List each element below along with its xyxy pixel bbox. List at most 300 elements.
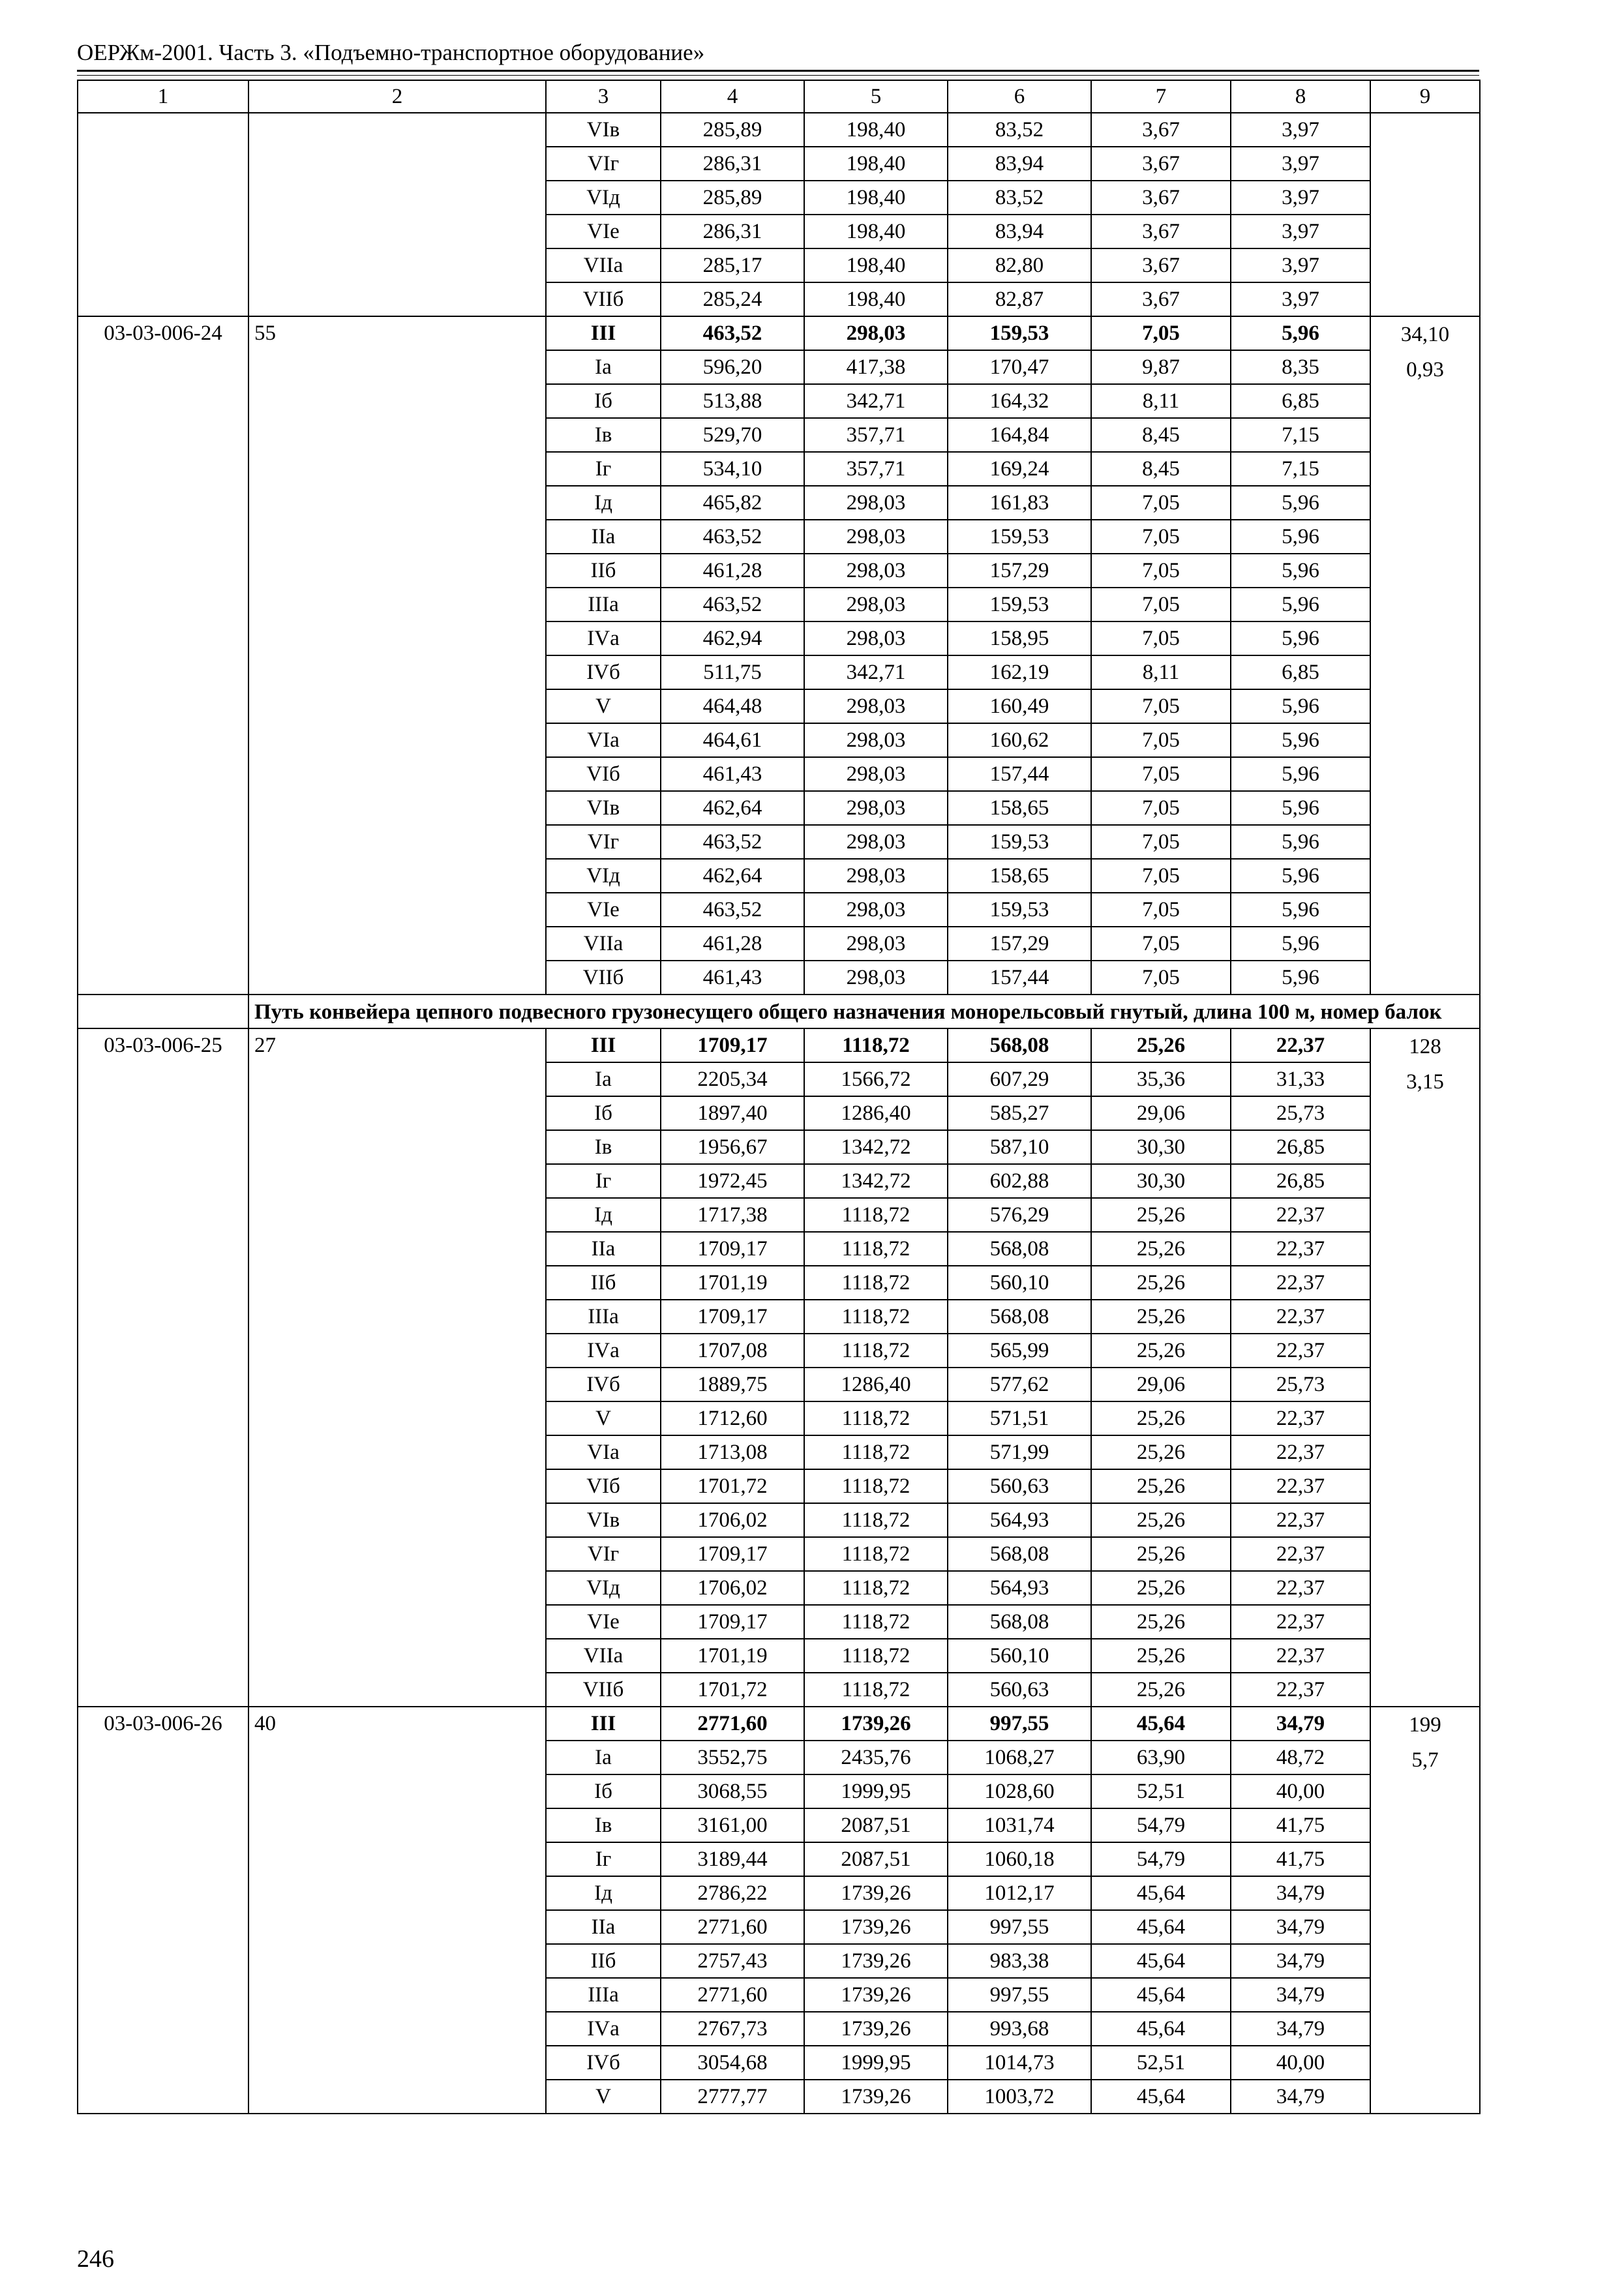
table-cell: 25,26	[1091, 1300, 1231, 1334]
table-cell: 7,05	[1091, 859, 1231, 893]
table-cell: 3,97	[1231, 181, 1370, 215]
table-cell: 298,03	[804, 927, 948, 961]
table-cell: 29,06	[1091, 1368, 1231, 1401]
table-cell: 157,29	[948, 554, 1091, 588]
table-cell: 1118,72	[804, 1300, 948, 1334]
table-cell: 1118,72	[804, 1469, 948, 1503]
item-count: 27	[248, 1028, 546, 1707]
table-cell: 3,97	[1231, 147, 1370, 181]
table-cell: 25,73	[1231, 1096, 1370, 1130]
table-cell: IIа	[546, 1232, 661, 1266]
table-cell: 1060,18	[948, 1842, 1091, 1876]
table-cell: 198,40	[804, 282, 948, 316]
item-code: 03-03-006-26	[78, 1707, 248, 2114]
table-cell: 463,52	[661, 520, 804, 554]
table-cell: 1717,38	[661, 1198, 804, 1232]
table-cell: 1118,72	[804, 1673, 948, 1707]
table-cell: 159,53	[948, 825, 1091, 859]
table-cell: 22,37	[1231, 1435, 1370, 1469]
table-cell: 1028,60	[948, 1774, 1091, 1808]
table-cell: 158,65	[948, 859, 1091, 893]
table-cell: 45,64	[1091, 2012, 1231, 2046]
item-count: 55	[248, 316, 546, 995]
table-cell: 3161,00	[661, 1808, 804, 1842]
table-cell: IIа	[546, 520, 661, 554]
table-cell: 25,26	[1091, 1028, 1231, 1062]
header-title: ОЕРЖм-2001. Часть 3. «Подъемно-транспортное оборудование»	[77, 40, 705, 65]
table-cell: 3552,75	[661, 1741, 804, 1774]
table-cell: 3,67	[1091, 147, 1231, 181]
table-cell: 3,97	[1231, 215, 1370, 248]
page-header	[77, 40, 1479, 72]
table-cell: 560,10	[948, 1266, 1091, 1300]
table-cell: 568,08	[948, 1300, 1091, 1334]
table-cell: Iв	[546, 418, 661, 452]
table-cell: 41,75	[1231, 1842, 1370, 1876]
table-cell: 3,67	[1091, 248, 1231, 282]
table-cell: 1709,17	[661, 1232, 804, 1266]
table-cell: 2435,76	[804, 1741, 948, 1774]
table-cell: 1118,72	[804, 1334, 948, 1368]
column-number: 7	[1091, 80, 1231, 113]
table-cell: 159,53	[948, 316, 1091, 350]
table-cell: 40,00	[1231, 1774, 1370, 1808]
table-cell: 1739,26	[804, 1944, 948, 1978]
table-cell: Iд	[546, 1876, 661, 1910]
table-cell: 2771,60	[661, 1910, 804, 1944]
table-cell: 48,72	[1231, 1741, 1370, 1774]
table-cell: VIг	[546, 825, 661, 859]
table-cell: 157,44	[948, 961, 1091, 995]
column-number: 3	[546, 80, 661, 113]
table-cell: V	[546, 689, 661, 723]
table-cell: 298,03	[804, 825, 948, 859]
table-cell: 22,37	[1231, 1232, 1370, 1266]
table-cell: 25,73	[1231, 1368, 1370, 1401]
table-cell: 22,37	[1231, 1198, 1370, 1232]
table-cell: 54,79	[1091, 1808, 1231, 1842]
table-cell: 2771,60	[661, 1707, 804, 1741]
table-cell: 1956,67	[661, 1130, 804, 1164]
table-cell: 22,37	[1231, 1300, 1370, 1334]
table-cell: 5,96	[1231, 520, 1370, 554]
table-cell: 3,97	[1231, 282, 1370, 316]
table-cell: VIа	[546, 723, 661, 757]
table-cell: VIд	[546, 1571, 661, 1605]
table-cell: Iг	[546, 452, 661, 486]
table-cell: 1709,17	[661, 1605, 804, 1639]
table-cell: 45,64	[1091, 2080, 1231, 2114]
table-cell: 25,26	[1091, 1673, 1231, 1707]
table-cell: 357,71	[804, 418, 948, 452]
table-cell: 45,64	[1091, 1910, 1231, 1944]
table-cell: 6,85	[1231, 384, 1370, 418]
table-cell: 1706,02	[661, 1503, 804, 1537]
table-cell: 25,26	[1091, 1503, 1231, 1537]
table-cell: 5,96	[1231, 825, 1370, 859]
table-cell: 1003,72	[948, 2080, 1091, 2114]
table-cell: 7,05	[1091, 486, 1231, 520]
table-cell: 83,52	[948, 181, 1091, 215]
table-cell: 5,96	[1231, 486, 1370, 520]
table-cell: VIв	[546, 113, 661, 147]
table-row	[78, 1028, 1480, 1062]
table-cell: Iг	[546, 1842, 661, 1876]
table-cell: 198,40	[804, 113, 948, 147]
table-cell: 7,05	[1091, 689, 1231, 723]
table-cell: 22,37	[1231, 1537, 1370, 1571]
table-row	[78, 1707, 1480, 1741]
table-cell: 45,64	[1091, 1978, 1231, 2012]
table-cell: 5,96	[1231, 893, 1370, 927]
table-cell: 461,43	[661, 961, 804, 995]
section-row	[78, 995, 1480, 1028]
table-cell: 22,37	[1231, 1571, 1370, 1605]
table-cell: VIIа	[546, 1639, 661, 1673]
table-cell: IIб	[546, 554, 661, 588]
table-cell: 5,96	[1231, 859, 1370, 893]
table-cell: 1012,17	[948, 1876, 1091, 1910]
table-cell: VIд	[546, 181, 661, 215]
table-cell: 2757,43	[661, 1944, 804, 1978]
table-cell: Iв	[546, 1808, 661, 1842]
table-cell: VIб	[546, 1469, 661, 1503]
table-cell: IVб	[546, 655, 661, 689]
table-cell: Iб	[546, 1096, 661, 1130]
table-cell: 464,48	[661, 689, 804, 723]
table-cell: 30,30	[1091, 1164, 1231, 1198]
table-cell: 560,63	[948, 1673, 1091, 1707]
table-cell: 160,62	[948, 723, 1091, 757]
table-cell: 160,49	[948, 689, 1091, 723]
table-cell: IIб	[546, 1944, 661, 1978]
table-cell: Iг	[546, 1164, 661, 1198]
table-cell: IVб	[546, 2046, 661, 2080]
table-cell: 22,37	[1231, 1334, 1370, 1368]
table-cell: 298,03	[804, 554, 948, 588]
table-cell: Iд	[546, 486, 661, 520]
table-cell: 83,94	[948, 147, 1091, 181]
table-cell: 34,79	[1231, 1707, 1370, 1741]
table-cell: 464,61	[661, 723, 804, 757]
table-cell: 298,03	[804, 486, 948, 520]
table-cell: 52,51	[1091, 2046, 1231, 2080]
table-cell: 1118,72	[804, 1198, 948, 1232]
table-cell: IIIа	[546, 1978, 661, 2012]
table-cell: 1709,17	[661, 1028, 804, 1062]
table-cell: 2205,34	[661, 1062, 804, 1096]
table-cell: 285,17	[661, 248, 804, 282]
table-cell: Iв	[546, 1130, 661, 1164]
table-cell: 286,31	[661, 215, 804, 248]
section-title: Путь конвейера цепного подвесного грузонесущего общего назначения монорельсовый гнутый, длина 100 м, номер балок	[248, 995, 1480, 1028]
table-cell: 157,29	[948, 927, 1091, 961]
table-cell: 7,05	[1091, 723, 1231, 757]
table-cell: 461,28	[661, 554, 804, 588]
table-cell: III	[546, 1707, 661, 1741]
table-cell: 534,10	[661, 452, 804, 486]
table-cell: 1118,72	[804, 1639, 948, 1673]
table-cell: 463,52	[661, 893, 804, 927]
table-cell: 7,05	[1091, 621, 1231, 655]
table-cell: 3,67	[1091, 113, 1231, 147]
table-cell: 298,03	[804, 316, 948, 350]
col9-value: 34,10 0,93	[1370, 316, 1480, 995]
table-cell: 5,96	[1231, 316, 1370, 350]
table-cell: 1739,26	[804, 2080, 948, 2114]
table-cell: 564,93	[948, 1503, 1091, 1537]
table-cell: 2087,51	[804, 1808, 948, 1842]
table-cell: 529,70	[661, 418, 804, 452]
table-cell: 22,37	[1231, 1503, 1370, 1537]
table-cell: 198,40	[804, 215, 948, 248]
col9-value-secondary: 0,93	[1406, 358, 1444, 382]
table-cell: VIIб	[546, 961, 661, 995]
column-number-row	[78, 80, 1480, 113]
table-cell: 5,96	[1231, 723, 1370, 757]
table-cell: 5,96	[1231, 791, 1370, 825]
table-cell: 1713,08	[661, 1435, 804, 1469]
table-cell: 25,26	[1091, 1605, 1231, 1639]
table-cell: 2777,77	[661, 2080, 804, 2114]
table-cell: 25,26	[1091, 1469, 1231, 1503]
table-cell: 1712,60	[661, 1401, 804, 1435]
table-cell: 285,89	[661, 181, 804, 215]
table-cell: 6,85	[1231, 655, 1370, 689]
table-cell: 8,35	[1231, 350, 1370, 384]
table-cell: 983,38	[948, 1944, 1091, 1978]
column-number: 4	[661, 80, 804, 113]
table-cell: 1999,95	[804, 1774, 948, 1808]
table-cell: 997,55	[948, 1910, 1091, 1944]
table-cell: 1286,40	[804, 1096, 948, 1130]
item-code: 03-03-006-25	[78, 1028, 248, 1707]
item-count: 40	[248, 1707, 546, 2114]
table-cell: 22,37	[1231, 1401, 1370, 1435]
table-cell: 602,88	[948, 1164, 1091, 1198]
item-code: 03-03-006-24	[78, 316, 248, 995]
table-cell: 1701,19	[661, 1639, 804, 1673]
table-cell: VIа	[546, 1435, 661, 1469]
table-cell: 585,27	[948, 1096, 1091, 1130]
table-cell: 34,79	[1231, 1944, 1370, 1978]
table-cell: 357,71	[804, 452, 948, 486]
table-cell: 462,64	[661, 859, 804, 893]
table-cell: VIг	[546, 147, 661, 181]
table-cell: 5,96	[1231, 927, 1370, 961]
table-cell: 7,05	[1091, 961, 1231, 995]
table-cell: 993,68	[948, 2012, 1091, 2046]
table-cell: 298,03	[804, 689, 948, 723]
table-cell: 462,94	[661, 621, 804, 655]
table-cell: 342,71	[804, 384, 948, 418]
table-cell: IIб	[546, 1266, 661, 1300]
table-cell: 30,30	[1091, 1130, 1231, 1164]
table-cell: 1118,72	[804, 1232, 948, 1266]
table-cell: 560,10	[948, 1639, 1091, 1673]
table-cell: 1566,72	[804, 1062, 948, 1096]
table-cell: 3,67	[1091, 282, 1231, 316]
table-cell: III	[546, 316, 661, 350]
table-cell: 1014,73	[948, 2046, 1091, 2080]
table-cell: 465,82	[661, 486, 804, 520]
table-cell: 2087,51	[804, 1842, 948, 1876]
table-cell: 577,62	[948, 1368, 1091, 1401]
table-cell: 25,26	[1091, 1232, 1231, 1266]
table-cell: 25,26	[1091, 1266, 1231, 1300]
table-cell: 3054,68	[661, 2046, 804, 2080]
table-cell: 1889,75	[661, 1368, 804, 1401]
table-cell: 22,37	[1231, 1266, 1370, 1300]
table-cell: 1701,19	[661, 1266, 804, 1300]
table-cell: 7,05	[1091, 554, 1231, 588]
table-cell: Iд	[546, 1198, 661, 1232]
col9-value-secondary: 3,15	[1406, 1070, 1444, 1094]
table-cell: 34,79	[1231, 1910, 1370, 1944]
table-cell: 286,31	[661, 147, 804, 181]
table-cell: 3,97	[1231, 248, 1370, 282]
table-cell: 1706,02	[661, 1571, 804, 1605]
table-cell: IVа	[546, 621, 661, 655]
table-cell: 40,00	[1231, 2046, 1370, 2080]
table-cell: 25,26	[1091, 1537, 1231, 1571]
col9-value-secondary: 5,7	[1411, 1748, 1439, 1772]
table-cell: 1972,45	[661, 1164, 804, 1198]
table-cell: 417,38	[804, 350, 948, 384]
table-cell: V	[546, 1401, 661, 1435]
table-cell: 63,90	[1091, 1741, 1231, 1774]
table-cell: 34,79	[1231, 1876, 1370, 1910]
table-cell: 158,65	[948, 791, 1091, 825]
table-cell: 461,43	[661, 757, 804, 791]
table-cell: 298,03	[804, 791, 948, 825]
table-cell: 9,87	[1091, 350, 1231, 384]
col9-value: 128 3,15	[1370, 1028, 1480, 1707]
table-cell: 198,40	[804, 147, 948, 181]
table-cell: 3,67	[1091, 181, 1231, 215]
table-cell: 342,71	[804, 655, 948, 689]
table-cell: 8,11	[1091, 655, 1231, 689]
table-cell: 7,15	[1231, 452, 1370, 486]
table-cell: 164,84	[948, 418, 1091, 452]
table-cell: 463,52	[661, 588, 804, 621]
table-cell: VIв	[546, 1503, 661, 1537]
table-cell: IVб	[546, 1368, 661, 1401]
table-cell: 997,55	[948, 1978, 1091, 2012]
table-cell: 298,03	[804, 961, 948, 995]
table-cell: V	[546, 2080, 661, 2114]
table-cell: IIа	[546, 1910, 661, 1944]
table-cell: 5,96	[1231, 621, 1370, 655]
table-cell: 25,26	[1091, 1401, 1231, 1435]
table-cell: 158,95	[948, 621, 1091, 655]
column-number: 6	[948, 80, 1091, 113]
table-cell: 568,08	[948, 1537, 1091, 1571]
table-cell: 1739,26	[804, 1978, 948, 2012]
table-cell: IVа	[546, 2012, 661, 2046]
table-cell: 3,97	[1231, 113, 1370, 147]
table-cell: 576,29	[948, 1198, 1091, 1232]
table-cell: 54,79	[1091, 1842, 1231, 1876]
col9-value: 199 5,7	[1370, 1707, 1480, 2114]
table-cell: 1118,72	[804, 1537, 948, 1571]
table-cell: 1739,26	[804, 2012, 948, 2046]
column-number: 8	[1231, 80, 1370, 113]
table-cell: 22,37	[1231, 1639, 1370, 1673]
table-cell: Iа	[546, 1062, 661, 1096]
table-cell: VIIа	[546, 248, 661, 282]
table-cell: 1739,26	[804, 1876, 948, 1910]
table-cell: 1031,74	[948, 1808, 1091, 1842]
table-cell: 22,37	[1231, 1469, 1370, 1503]
table-cell: 1118,72	[804, 1571, 948, 1605]
item-code	[78, 113, 248, 316]
table-cell: 22,37	[1231, 1605, 1370, 1639]
table-cell: 1701,72	[661, 1673, 804, 1707]
table-cell: 7,05	[1091, 588, 1231, 621]
table-cell: 169,24	[948, 452, 1091, 486]
table-cell: 568,08	[948, 1605, 1091, 1639]
table-cell: 1118,72	[804, 1605, 948, 1639]
table-cell: VIе	[546, 893, 661, 927]
table-cell: 2767,73	[661, 2012, 804, 2046]
table-cell: 25,26	[1091, 1639, 1231, 1673]
table-cell: 8,11	[1091, 384, 1231, 418]
table-cell: VIе	[546, 215, 661, 248]
table-cell: 568,08	[948, 1028, 1091, 1062]
table-cell: 1999,95	[804, 2046, 948, 2080]
table-cell: 7,05	[1091, 757, 1231, 791]
table-cell: 298,03	[804, 893, 948, 927]
table-cell: 82,87	[948, 282, 1091, 316]
table-cell: 3189,44	[661, 1842, 804, 1876]
table-cell: 285,24	[661, 282, 804, 316]
table-cell: 45,64	[1091, 1876, 1231, 1910]
table-cell: 298,03	[804, 859, 948, 893]
item-count	[248, 113, 546, 316]
table-cell: 1739,26	[804, 1707, 948, 1741]
table-cell: VIб	[546, 757, 661, 791]
table-cell: 8,45	[1091, 418, 1231, 452]
table-cell: IVа	[546, 1334, 661, 1368]
table-cell: 22,37	[1231, 1028, 1370, 1062]
table-cell: 164,32	[948, 384, 1091, 418]
table-cell: 159,53	[948, 588, 1091, 621]
table-cell: 997,55	[948, 1707, 1091, 1741]
table-cell: 1701,72	[661, 1469, 804, 1503]
table-cell: 463,52	[661, 825, 804, 859]
table-cell: 25,26	[1091, 1198, 1231, 1232]
price-table	[77, 80, 1481, 2114]
table-cell: 5,96	[1231, 689, 1370, 723]
table-cell: Iа	[546, 350, 661, 384]
table-cell: 1118,72	[804, 1401, 948, 1435]
table-cell: VIе	[546, 1605, 661, 1639]
table-cell: 1709,17	[661, 1300, 804, 1334]
table-cell: 5,96	[1231, 757, 1370, 791]
col9-value	[1370, 113, 1480, 316]
table-cell: 571,51	[948, 1401, 1091, 1435]
table-cell: 5,96	[1231, 554, 1370, 588]
table-cell: 170,47	[948, 350, 1091, 384]
table-cell: VIд	[546, 859, 661, 893]
table-cell: 1118,72	[804, 1435, 948, 1469]
table-cell: 2786,22	[661, 1876, 804, 1910]
table-cell: 7,15	[1231, 418, 1370, 452]
section-blank	[78, 995, 248, 1028]
table-cell: 3068,55	[661, 1774, 804, 1808]
table-cell: 587,10	[948, 1130, 1091, 1164]
